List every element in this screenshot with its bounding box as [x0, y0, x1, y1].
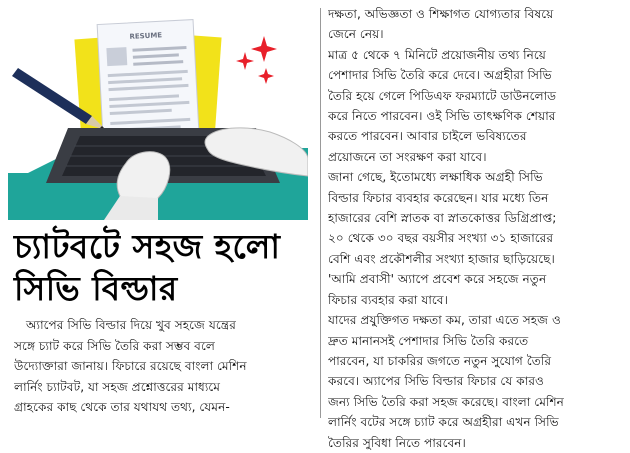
headline [14, 226, 314, 310]
body-line: দ্রুত মানানসই পেশাদার সিভি তৈরি করতে [328, 333, 529, 348]
body-line: জেনে নেয়। [328, 27, 384, 42]
article-illustration [8, 8, 308, 220]
column-divider [320, 8, 321, 418]
body-line: জানা গেছে, ইতোমধ্যে লক্ষাধিক অগ্রহী সিভি [328, 170, 543, 185]
body-line: সঙ্গে চ্যাট করে সিভি তৈরি করা সম্ভব বলে [14, 338, 215, 353]
body-line: করবে। অ্যাপের সিভি বিল্ডার ফিচার যে কারও [328, 374, 545, 389]
body-line: লার্নিং চ্যাটবট, যা সহজ প্রশ্নোত্তরের মাধ্যমে [14, 379, 221, 394]
body-line: গ্রাহকের কাছ থেকে তার যথাযথ তথ্য, যেমন- [14, 400, 230, 414]
headline-line-1: চ্যাটবটে সহজ হলো [14, 227, 281, 266]
resume-title: RESUME [129, 31, 163, 41]
body-line: ফিচার ব্যবহার করা যাবে। [328, 292, 448, 307]
body-line: লার্নিং বটের সঙ্গে চ্যাট করে অগ্রহীরা এখন সিভি [328, 415, 559, 430]
body-line: যাদের প্রযুক্তিগত দক্ষতা কম, তারা এতে সহজ ও [328, 313, 561, 328]
resume-photo [106, 47, 127, 66]
laptop-resume-illustration [8, 8, 308, 220]
body-line: উদ্যোক্তারা জানায়। ফিচারে রয়েছে বাংলা মেশিন [14, 359, 247, 373]
body-line: অ্যাপের সিভি বিল্ডার দিয়ে খুব সহজে যন্ত্রের [26, 318, 236, 332]
sparkle-icons [236, 36, 277, 84]
right-column-text [328, 4, 623, 453]
body-line: পারবেন, যা চাকরির জগতে নতুন সুযোগ তৈরি [328, 353, 552, 368]
body-line: মাত্র ৫ থেকে ৭ মিনিটে প্রয়োজনীয় তথ্য নিয়ে [328, 47, 546, 62]
resume-paper [97, 20, 199, 147]
left-body-text [14, 315, 314, 418]
headline-line-2: সিভি বিল্ডার [14, 269, 178, 308]
body-line: জন্য সিভি তৈরি করা সহজ করেছে। বাংলা মেশিন [328, 394, 564, 409]
body-line: তৈরি হয়ে গেলে পিডিএফ ফরম্যাটে ডাউনলোড [328, 88, 557, 103]
body-line: হাজারের বেশি স্নাতক বা স্নাতকোত্তর ডিগ্রিপ্রাপ্ত; [328, 211, 557, 226]
body-line: 'আমি প্রবাসী' অ্যাপে প্রবেশ করে সহজে নতুন [328, 272, 547, 287]
body-line: তৈরির সুবিধা নিতে পারবেন। [328, 435, 466, 450]
body-line: করতে পারবেন। আবার চাইলে ভবিষ্যতের [328, 129, 527, 144]
body-line: দক্ষতা, অভিজ্ঞতা ও শিক্ষাগত যোগ্যতার বিষয়ে [328, 7, 554, 21]
body-line: প্রয়োজনে তা সংরক্ষণ করা যাবে। [328, 149, 487, 164]
body-line: বিল্ডার ফিচার ব্যবহার করেছেন। যার মধ্যে তিন [328, 190, 549, 205]
body-line: পেশাদার সিভি তৈরি করে দেবে। অগ্রহীরা সিভি [328, 68, 552, 83]
body-line: বেশি এবং প্রকৌশলীর সংখ্যা হাজার ছাড়িয়েছে। [328, 251, 555, 266]
body-line: ২০ থেকে ৩০ বছর বয়সীর সংখ্যা ৩১ হাজারের [328, 231, 554, 246]
body-line: করে নিতে পারবেন। ওই সিভি তাৎক্ষণিক শেয়ার [328, 109, 556, 124]
